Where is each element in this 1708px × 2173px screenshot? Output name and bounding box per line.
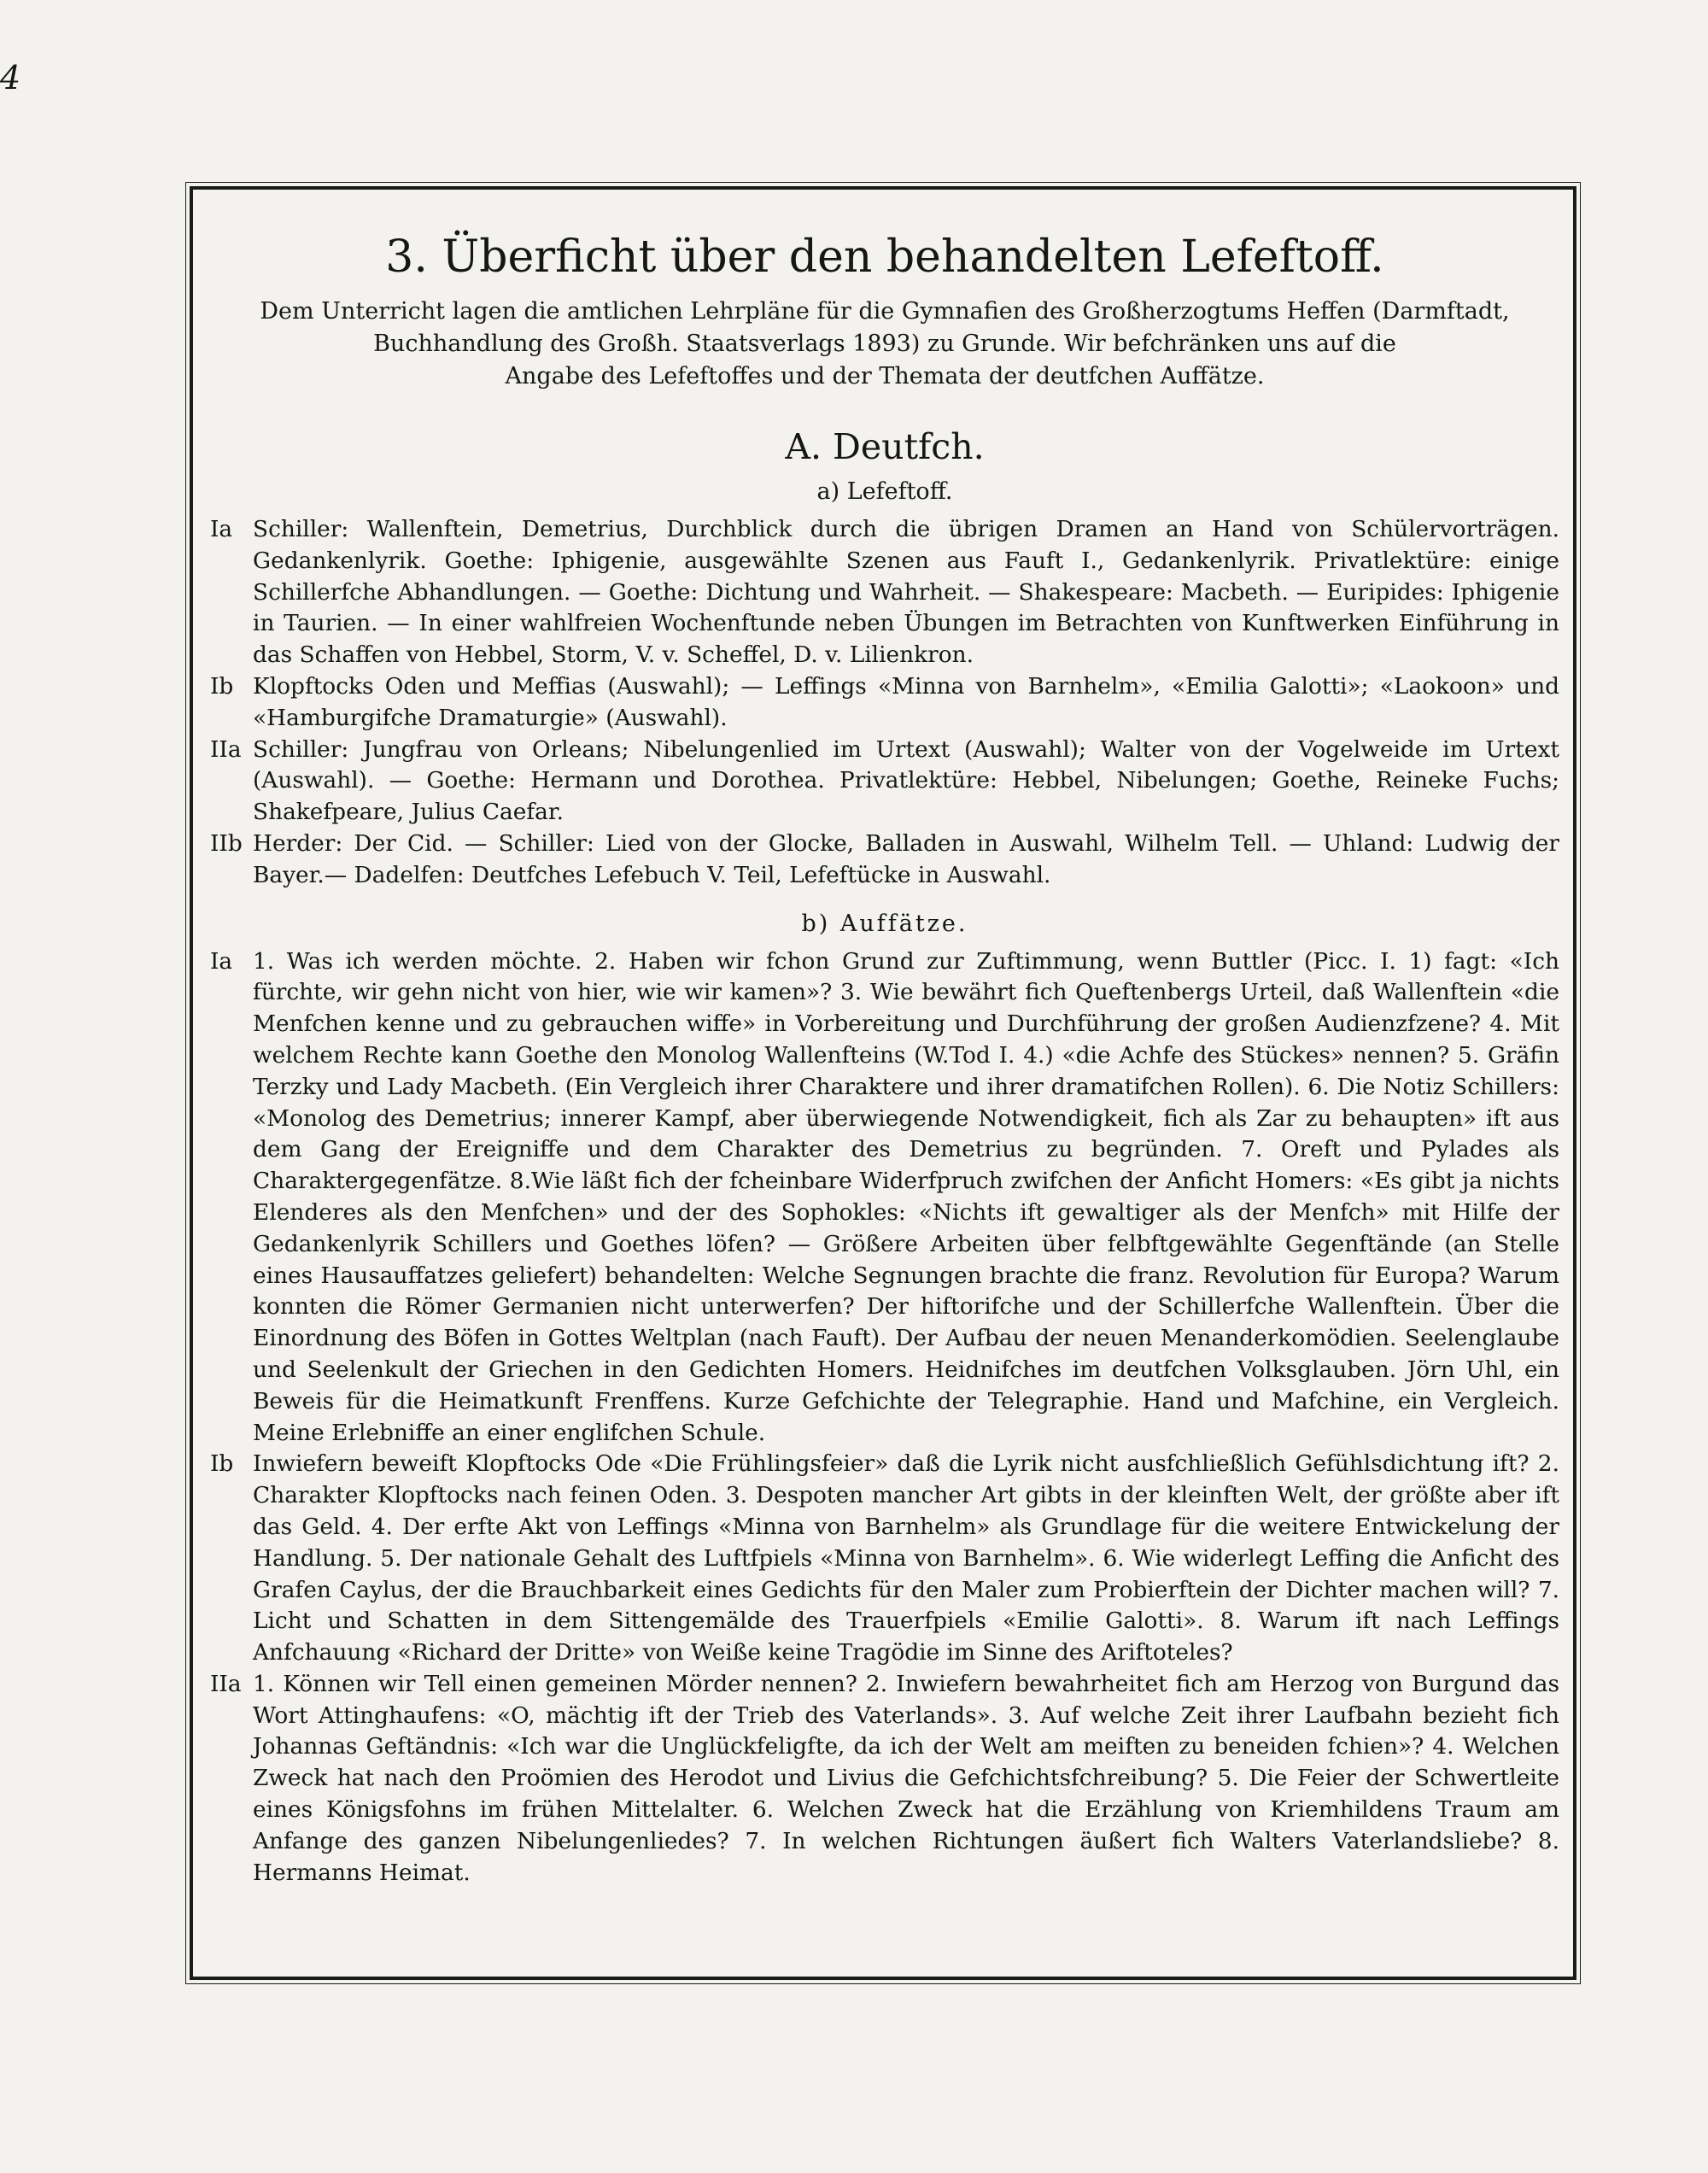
class-label: IIb xyxy=(210,829,243,857)
lesestoff-list xyxy=(210,514,1559,892)
class-label: Ib xyxy=(210,1450,234,1478)
class-label: Ia xyxy=(210,947,233,975)
entry-text: 1. Was ich werden möchte. 2. Haben wir fchon Grund zur Zuftimmung, wenn Buttler (Picc. I. 1) fagt: «Ich fürchte, wir gehn nicht von hier, wie wir kamen»? 3. Wie bewährt fich Queftenbergs Urteil, daß Wallenftein «die Menfchen kenne und zu gebrauchen wiffe» in Vorbereitung und Durchführung der großen Audienzfzene? 4. Mit welchem Rechte kann Goethe den Monolog Wallenfteins (W.Tod I. 4.) «die Achfe des Stückes» nennen? 5. Gräfin Terzky und Lady Macbeth. (Ein Vergleich ihrer Charaktere und ihrer dramatifchen Rollen). 6. Die Notiz Schillers: «Monolog des Demetrius; innerer Kampf, aber überwiegende Notwendigkeit, fich als Zar zu behaupten» ift aus dem Gang der Ereigniffe und dem Charakter des Demetrius zu begründen. 7. Oreft und Pylades als Charaktergegenfätze. 8.Wie läßt fich der fcheinbare Widerfpruch zwifchen der Anficht Homers: «Es gibt ja nichts Elenderes als den Menfchen» und der des Sophokles: «Nichts ift gewaltiger als der Menfch» mit Hilfe der Gedankenlyrik Schillers und Goethes löfen? — Größere Arbeiten über felbftgewählte Gegenftände (an Stelle eines Hausauffatzes geliefert) behandelten: Welche Segnungen brachte die franz. Revolution für Europa? Warum konnten die Römer Germanien nicht unterwerfen? Der hiftorifche und der Schillerfche Wallenftein. Über die Einordnung des Böfen in Gottes Weltplan (nach Fauft). Der Aufbau der neuen Menanderkomödien. Seelenglaube und Seelenkult der Griechen in den Gedichten Homers. Heidnifches im deutfchen Volksglauben. Jörn Uhl, ein Beweis für die Heimatkunft Frenffens. Kurze Gefchichte der Telegraphie. Hand und Mafchine, ein Vergleich. Meine Erlebniffe an einer englifchen Schule. xyxy=(253,947,1559,1446)
entry-text: Schiller: Wallenftein, Demetrius, Durchblick durch die übrigen Dramen an Hand von Schülervorträgen. Gedankenlyrik. Goethe: Iphigenie, ausgewählte Szenen aus Fauft I., Gedankenlyrik. Privatlektüre: einige Schillerfche Abhandlungen. — Goethe: Dichtung und Wahrheit. — Shakespeare: Macbeth. — Euripides: Iphigenie in Taurien. — In einer wahlfreien Wochenftunde neben Übungen im Betrachten von Kunftwerken Einführung in das Schaffen von Hebbel, Storm, V. v. Scheffel, D. v. Lilienkron. xyxy=(253,516,1559,669)
entry-text: Inwiefern beweift Klopftocks Ode «Die Frühlingsfeier» daß die Lyrik nicht ausfchließlich Gefühlsdichtung ift? 2. Charakter Klopftocks nach feinen Oden. 3. Despoten mancher Art gibts in der kleinften Welt, der größte aber ift das Geld. 4. Der erfte Akt von Leffings «Minna von Barnhelm» als Grundlage für die weitere Entwickelung der Handlung. 5. Der nationale Gehalt des Luftfpiels «Minna von Barnhelm». 6. Wie widerlegt Leffing die Anficht des Grafen Caylus, der die Brauchbarkeit eines Gedichts für den Maler zum Probierftein der Dichter machen will? 7. Licht und Schatten in dem Sittengemälde des Trauerfpiels «Emilie Galotti». 8. Warum ift nach Leffings Anfchauung «Richard der Dritte» von Weiße keine Tragödie im Sinne des Ariftoteles? xyxy=(253,1450,1559,1666)
list-item xyxy=(210,829,1559,892)
list-item xyxy=(210,1449,1559,1669)
page-title: 3. Überficht über den behandelten Lefeftoff. xyxy=(385,231,1384,283)
class-label: IIa xyxy=(210,1670,242,1697)
page-number: 4 xyxy=(0,59,21,97)
entry-text: Klopftocks Oden und Meffias (Auswahl); — Leffings «Minna von Barnhelm», «Emilia Galotti»; «Laokoon» und «Hamburgifche Dramaturgie» (Auswahl). xyxy=(253,672,1559,731)
entry-text: 1. Können wir Tell einen gemeinen Mörder nennen? 2. Inwiefern bewahrheitet fich am Herzog von Burgund das Wort Attinghaufens: «O, mächtig ift der Trieb des Vaterlands». 3. Auf welche Zeit ihrer Laufbahn bezieht fich Johannas Geftändnis: «Ich war die Unglückfeligfte, da ich der Welt am meiften zu beneiden fchien»? 4. Welchen Zweck hat nach den Proömien des Herodot und Livius die Gefchichtsfchreibung? 5. Die Feier der Schwertleite eines Königsfohns im frühen Mittelalter. 6. Welchen Zweck hat die Erzählung von Kriemhildens Traum am Anfange des ganzen Nibelungenliedes? 7. In welchen Richtungen äußert fich Walters Vaterlandsliebe? 8. Hermanns Heimat. xyxy=(253,1670,1559,1886)
subheading-lesestoff: a) Lefeftoff. xyxy=(816,478,953,505)
list-item xyxy=(210,514,1559,671)
list-item xyxy=(210,1669,1559,1889)
class-label: IIa xyxy=(210,735,242,763)
subheading-aufsaetze: b) Auffätze. xyxy=(801,910,968,937)
class-label: Ia xyxy=(210,516,233,542)
intro-line-1: Dem Unterricht lagen die amtlichen Lehrpläne für die Gymnafien des Großherzogtums Heffen (Darmftadt, xyxy=(260,298,1510,325)
list-item xyxy=(210,946,1559,1450)
intro-line-3: Angabe des Lefeftoffes und der Themata der deutfchen Auffätze. xyxy=(505,363,1265,390)
intro-line-2: Buchhandlung des Großh. Staatsverlags 1893) zu Grunde. Wir befchränken uns auf die xyxy=(373,331,1396,357)
entry-text: Herder: Der Cid. — Schiller: Lied von der Glocke, Balladen in Auswahl, Wilhelm Tell. — Uhland: Ludwig der Bayer.— Dadelfen: Deutfches Lefebuch V. Teil, Lefeftücke in Auswahl. xyxy=(253,829,1559,888)
list-item xyxy=(210,735,1559,829)
list-item xyxy=(210,671,1559,735)
aufsaetze-list xyxy=(210,946,1559,1889)
class-label: Ib xyxy=(210,672,234,700)
page-content xyxy=(210,229,1559,1889)
entry-text: Schiller: Jungfrau von Orleans; Nibelungenlied im Urtext (Auswahl); Walter von der Vogelweide im Urtext (Auswahl). — Goethe: Hermann und Dorothea. Privatlektüre: Hebbel, Nibelungen; Goethe, Reineke Fuchs; Shakefpeare, Julius Caefar. xyxy=(253,735,1559,826)
section-heading-deutsch: A. Deutfch. xyxy=(785,426,985,467)
